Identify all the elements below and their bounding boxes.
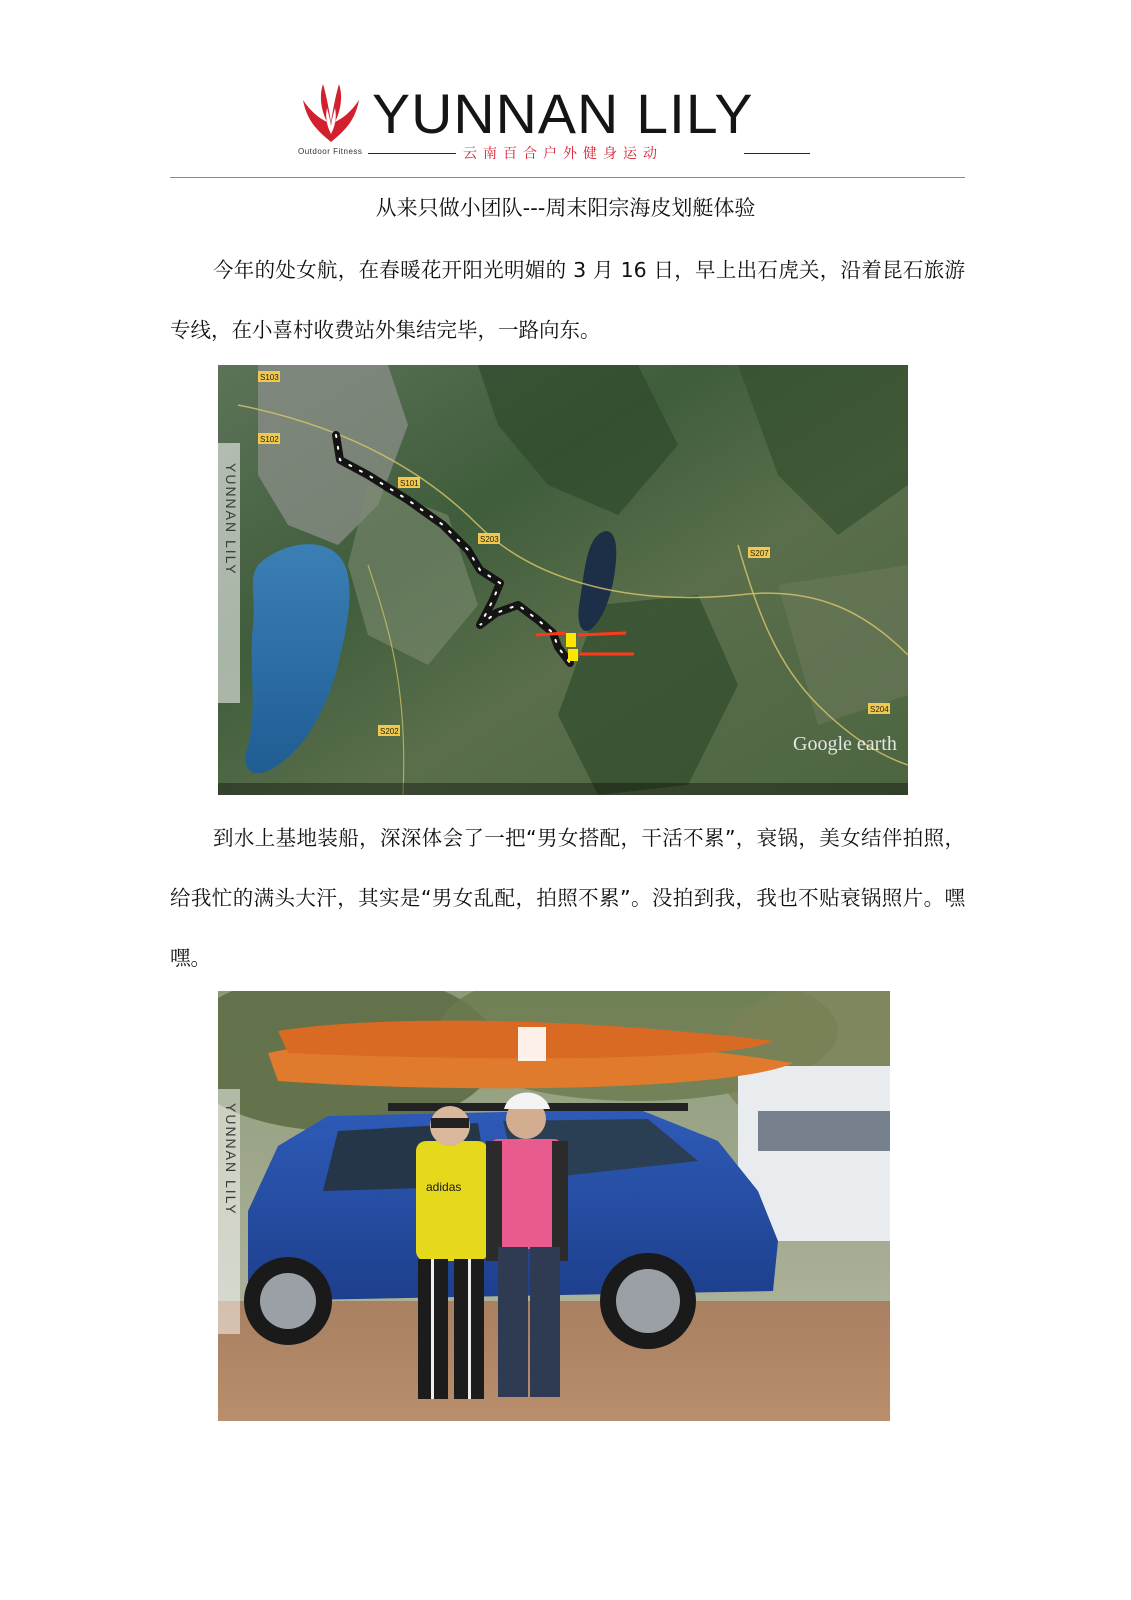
- road-label: S103: [260, 373, 279, 382]
- divider: [744, 153, 810, 154]
- brand-wordmark: YUNNAN LILY: [372, 82, 754, 145]
- header-rule: [170, 177, 965, 178]
- location-marker-icon: [568, 649, 578, 661]
- paragraph-2: 到水上基地装船，深深体会了一把“男女搭配，干活不累”，衰锅，美女结伴拍照，给我忙的满头大汗，其实是“男女乱配，拍照不累”。没拍到我，我也不贴衰锅照片。嘿嘿。: [170, 826, 965, 970]
- location-marker-icon: [566, 633, 576, 647]
- article-title: 从来只做小团队---周末阳宗海皮划艇体验: [375, 196, 756, 220]
- map-attribution: Google earth: [793, 733, 897, 755]
- paragraph-1: 今年的处女航，在春暖花开阳光明媚的 3 月 16 日，早上出石虎关，沿着昆石旅游专线，在小喜村收费站外集结完毕，一路向东。: [170, 258, 965, 342]
- route-map-image: [218, 365, 908, 795]
- road-label: S102: [260, 435, 279, 444]
- road-label: S203: [480, 535, 499, 544]
- watermark-brand: YUNNAN LILY: [223, 1103, 239, 1216]
- logo-sticker-icon: [518, 1027, 546, 1061]
- lily-logo-icon: [297, 82, 365, 144]
- road-label: S202: [380, 727, 399, 736]
- watermark-brand: YUNNAN LILY: [223, 463, 239, 576]
- road-label: S204: [870, 705, 889, 714]
- brand-tagline: Outdoor Fitness: [298, 147, 363, 156]
- road-label: S101: [400, 479, 419, 488]
- kayak-car-photo: [218, 991, 890, 1421]
- brand-chinese-name: 云南百合户外健身运动: [463, 146, 663, 162]
- jacket-text: adidas: [426, 1180, 462, 1194]
- road-label: S207: [750, 549, 769, 558]
- divider: [368, 153, 456, 154]
- page-header: [0, 0, 1131, 180]
